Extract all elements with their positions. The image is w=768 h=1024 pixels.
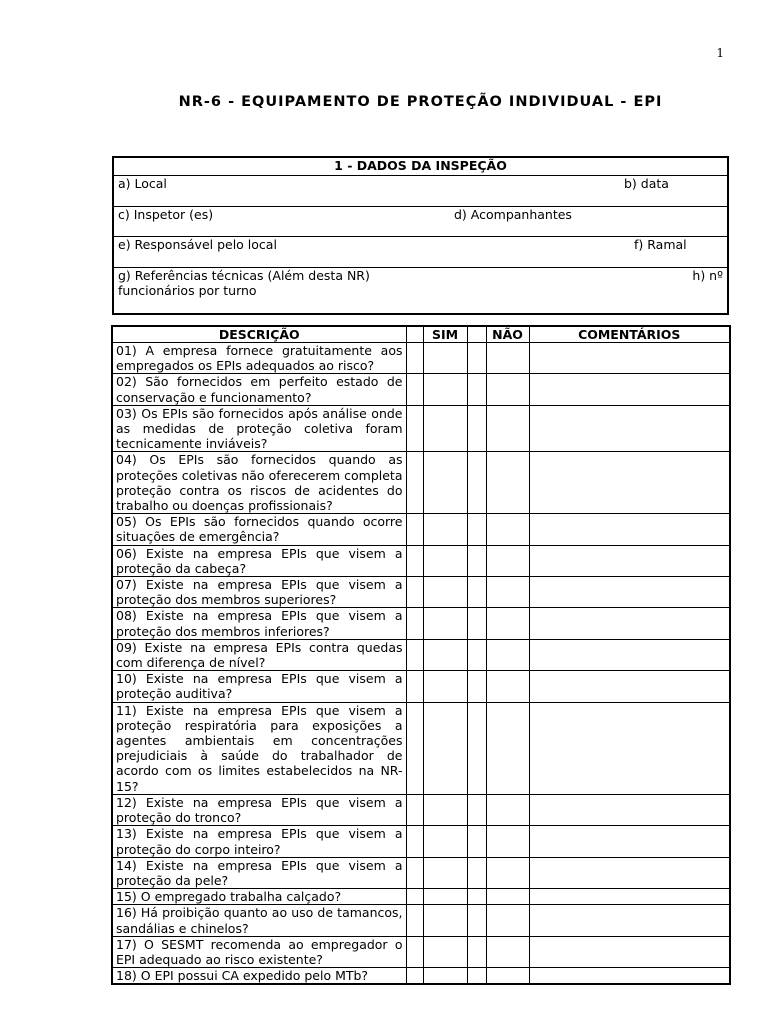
no-answer-cell[interactable]: [486, 857, 529, 888]
comment-cell[interactable]: [529, 639, 730, 670]
spacer-cell: [406, 671, 423, 702]
comment-cell[interactable]: [529, 702, 730, 794]
no-answer-cell[interactable]: [486, 671, 529, 702]
comment-cell[interactable]: [529, 671, 730, 702]
table-row: [112, 374, 730, 405]
spacer-cell: [467, 452, 486, 514]
table-row: [112, 794, 730, 825]
spacer-cell: [406, 826, 423, 857]
comment-cell[interactable]: [529, 452, 730, 514]
yes-answer-cell[interactable]: [423, 343, 467, 374]
yes-answer-cell[interactable]: [423, 405, 467, 452]
spacer-cell: [406, 889, 423, 905]
yes-answer-cell[interactable]: [423, 794, 467, 825]
companions-label: d) Acompanhantes: [454, 207, 572, 222]
table-row: [112, 639, 730, 670]
local-label: a) Local: [118, 176, 167, 191]
no-answer-cell[interactable]: [486, 608, 529, 639]
question-text: 11) Existe na empresa EPIs que visem a proteção respiratória para exposições a agentes ambientais em concentrações prejudiciais à saúde do trabalhador de acordo com os limites estabelecidos na NR-15?: [112, 702, 406, 794]
spacer-cell: [406, 452, 423, 514]
inspection-row-local: [114, 176, 727, 207]
spacer-cell: [406, 794, 423, 825]
checklist-table: [111, 325, 731, 985]
spacer-cell: [406, 905, 423, 936]
responsible-label: e) Responsável pelo local: [118, 237, 277, 252]
comment-cell[interactable]: [529, 936, 730, 967]
spacer-cell: [467, 405, 486, 452]
question-text: 13) Existe na empresa EPIs que visem a proteção do corpo inteiro?: [112, 826, 406, 857]
comment-cell[interactable]: [529, 514, 730, 545]
technical-references-label: g) Referências técnicas (Além desta NR): [118, 268, 370, 283]
question-text: 07) Existe na empresa EPIs que visem a proteção dos membros superiores?: [112, 577, 406, 608]
table-row: [112, 405, 730, 452]
question-text: 16) Há proibição quanto ao uso de tamancos, sandálias e chinelos?: [112, 905, 406, 936]
spacer-cell: [467, 671, 486, 702]
question-text: 14) Existe na empresa EPIs que visem a proteção da pele?: [112, 857, 406, 888]
spacer-cell: [406, 514, 423, 545]
comment-cell[interactable]: [529, 374, 730, 405]
question-text: 03) Os EPIs são fornecidos após análise onde as medidas de proteção coletiva foram tecnicamente inviáveis?: [112, 405, 406, 452]
table-row: [112, 857, 730, 888]
spacer-cell: [467, 936, 486, 967]
spacer-cell: [406, 857, 423, 888]
extension-label: f) Ramal: [634, 237, 687, 252]
comment-cell[interactable]: [529, 608, 730, 639]
yes-answer-cell[interactable]: [423, 577, 467, 608]
employees-per-shift-continuation: funcionários por turno: [118, 283, 257, 298]
question-text: 04) Os EPIs são fornecidos quando as proteções coletivas não oferecerem completa proteção contra os riscos de acidentes do trabalho ou doenças profissionais?: [112, 452, 406, 514]
no-answer-cell[interactable]: [486, 343, 529, 374]
question-text: 18) O EPI possui CA expedido pelo MTb?: [112, 968, 406, 985]
table-row: [112, 577, 730, 608]
spacer-cell: [467, 639, 486, 670]
table-row: [112, 343, 730, 374]
question-text: 17) O SESMT recomenda ao empregador o EPI adequado ao risco existente?: [112, 936, 406, 967]
yes-answer-cell[interactable]: [423, 545, 467, 576]
comment-cell[interactable]: [529, 794, 730, 825]
inspection-row-responsible: [114, 237, 727, 268]
question-text: 10) Existe na empresa EPIs que visem a proteção auditiva?: [112, 671, 406, 702]
checklist-body: [112, 343, 730, 985]
no-answer-cell[interactable]: [486, 794, 529, 825]
comment-cell[interactable]: [529, 826, 730, 857]
table-row: [112, 514, 730, 545]
document-title: NR-6 - EQUIPAMENTO DE PROTEÇÃO INDIVIDUAL - EPI: [178, 94, 663, 110]
inspection-data-section: [112, 156, 729, 315]
no-answer-cell[interactable]: [486, 826, 529, 857]
yes-answer-cell[interactable]: [423, 702, 467, 794]
header-spacer: [467, 326, 486, 343]
no-answer-cell[interactable]: [486, 889, 529, 905]
comment-cell[interactable]: [529, 545, 730, 576]
table-row: [112, 889, 730, 905]
spacer-cell: [467, 905, 486, 936]
spacer-cell: [467, 702, 486, 794]
spacer-cell: [467, 857, 486, 888]
spacer-cell: [467, 514, 486, 545]
spacer-cell: [406, 545, 423, 576]
no-answer-cell[interactable]: [486, 514, 529, 545]
table-row: [112, 608, 730, 639]
no-answer-cell[interactable]: [486, 639, 529, 670]
spacer-cell: [406, 343, 423, 374]
inspection-row-references: [114, 268, 727, 313]
comment-cell[interactable]: [529, 905, 730, 936]
spacer-cell: [467, 374, 486, 405]
comment-cell[interactable]: [529, 343, 730, 374]
spacer-cell: [467, 545, 486, 576]
question-text: 15) O empregado trabalha calçado?: [112, 889, 406, 905]
spacer-cell: [406, 702, 423, 794]
spacer-cell: [406, 577, 423, 608]
spacer-cell: [406, 608, 423, 639]
yes-answer-cell[interactable]: [423, 514, 467, 545]
yes-answer-cell[interactable]: [423, 452, 467, 514]
yes-answer-cell[interactable]: [423, 968, 467, 985]
yes-answer-cell[interactable]: [423, 639, 467, 670]
spacer-cell: [406, 936, 423, 967]
table-row: [112, 671, 730, 702]
no-answer-cell[interactable]: [486, 905, 529, 936]
yes-answer-cell[interactable]: [423, 374, 467, 405]
no-answer-cell[interactable]: [486, 968, 529, 985]
spacer-cell: [467, 577, 486, 608]
table-row: [112, 968, 730, 985]
spacer-cell: [467, 794, 486, 825]
spacer-cell: [406, 639, 423, 670]
no-answer-cell[interactable]: [486, 577, 529, 608]
checklist-header-row: [112, 326, 730, 343]
comment-cell[interactable]: [529, 889, 730, 905]
table-row: [112, 452, 730, 514]
spacer-cell: [467, 889, 486, 905]
yes-answer-cell[interactable]: [423, 857, 467, 888]
no-answer-cell[interactable]: [486, 374, 529, 405]
table-row: [112, 905, 730, 936]
question-text: 05) Os EPIs são fornecidos quando ocorre situações de emergência?: [112, 514, 406, 545]
comment-cell[interactable]: [529, 857, 730, 888]
table-row: [112, 545, 730, 576]
description-header: DESCRIÇÃO: [112, 326, 406, 343]
yes-answer-cell[interactable]: [423, 671, 467, 702]
no-answer-cell[interactable]: [486, 545, 529, 576]
spacer-cell: [406, 968, 423, 985]
table-row: [112, 702, 730, 794]
comment-cell[interactable]: [529, 968, 730, 985]
comments-header: COMENTÁRIOS: [529, 326, 730, 343]
spacer-cell: [467, 826, 486, 857]
spacer-cell: [467, 968, 486, 985]
yes-answer-cell[interactable]: [423, 889, 467, 905]
inspection-heading: 1 - DADOS DA INSPEÇÃO: [114, 158, 727, 176]
spacer-cell: [406, 374, 423, 405]
question-text: 01) A empresa fornece gratuitamente aos empregados os EPIs adequados ao risco?: [112, 343, 406, 374]
inspector-label: c) Inspetor (es): [118, 207, 214, 222]
date-label: b) data: [624, 176, 669, 191]
inspection-row-inspector: [114, 207, 727, 237]
question-text: 08) Existe na empresa EPIs que visem a proteção dos membros inferiores?: [112, 608, 406, 639]
question-text: 06) Existe na empresa EPIs que visem a proteção da cabeça?: [112, 545, 406, 576]
yes-answer-cell[interactable]: [423, 608, 467, 639]
spacer-cell: [467, 343, 486, 374]
header-spacer: [406, 326, 423, 343]
yes-answer-cell[interactable]: [423, 826, 467, 857]
table-row: [112, 936, 730, 967]
no-answer-cell[interactable]: [486, 702, 529, 794]
question-text: 09) Existe na empresa EPIs contra quedas com diferença de nível?: [112, 639, 406, 670]
spacer-cell: [467, 608, 486, 639]
no-header: NÃO: [486, 326, 529, 343]
page-number: 1: [716, 46, 724, 60]
question-text: 02) São fornecidos em perfeito estado de conservação e funcionamento?: [112, 374, 406, 405]
spacer-cell: [406, 405, 423, 452]
yes-answer-cell[interactable]: [423, 936, 467, 967]
yes-answer-cell[interactable]: [423, 905, 467, 936]
employees-per-shift-label: h) nº: [692, 268, 723, 283]
no-answer-cell[interactable]: [486, 405, 529, 452]
table-row: [112, 826, 730, 857]
no-answer-cell[interactable]: [486, 452, 529, 514]
no-answer-cell[interactable]: [486, 936, 529, 967]
yes-header: SIM: [423, 326, 467, 343]
comment-cell[interactable]: [529, 405, 730, 452]
question-text: 12) Existe na empresa EPIs que visem a proteção do tronco?: [112, 794, 406, 825]
comment-cell[interactable]: [529, 577, 730, 608]
